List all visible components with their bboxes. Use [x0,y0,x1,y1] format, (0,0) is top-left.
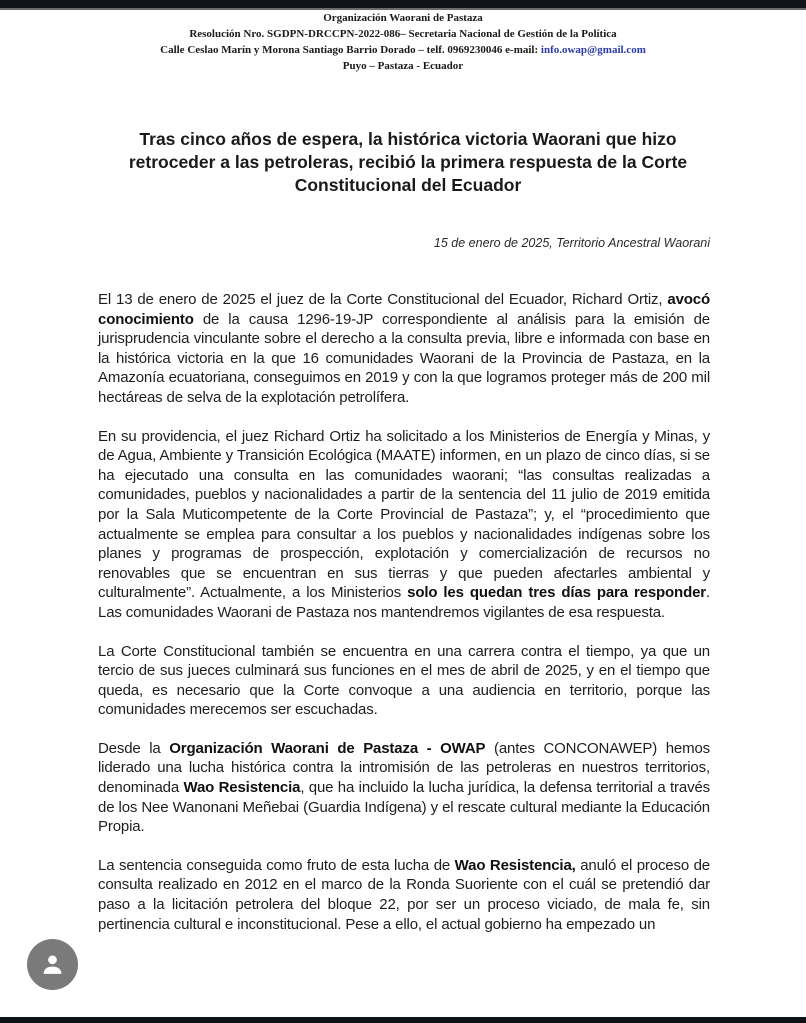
profile-avatar-button[interactable] [27,939,78,990]
paragraph-text: , que ha incluido la lucha jurídica, la defensa territorial a través de los Nee Wanonani Meñebai (Guardia Indígena) y el rescate cultural mediante la Educación Propia. [98,779,710,836]
letterhead-location: Puyo – Pastaza - Ecuador [342,60,464,72]
paragraph-text: (antes CONCONAWEP) hemos liderado una lucha histórica contra la intromisión de las petroleras en nuestros territorios, denominada [98,739,710,797]
top-status-bar [0,0,806,10]
paragraph [98,290,710,408]
bold-text: Wao Resistencia [183,779,301,797]
letterhead-organization: Organización Waorani de Pastaza [323,12,483,24]
paragraph-text: La sentencia conseguida como fruto de esta lucha de [98,856,455,874]
bold-text: solo les quedan tres días para responder [407,584,706,602]
paragraph-text: . Las comunidades Waorani de Pastaza nos mantendremos vigilantes de esa respuesta. [98,584,710,621]
document-body [98,290,710,953]
letterhead-email-link[interactable]: info.owap@gmail.com [540,44,646,56]
dateline: 15 de enero de 2025, Territorio Ancestral Waorani [433,236,710,250]
paragraph-text: El 13 de enero de 2025 el juez de la Corte Constitucional del Ecuador, Richard Ortiz, [98,291,668,308]
paragraph-text: de la causa 1296-19-JP correspondiente al análisis para la emisión de jurisprudencia vinculante sobre el derecho a la consulta previa, libre e informada con base en la histórica victoria en la que 16 comunidades Waorani de la Provincia de Pastaza, en la Amazonía ecuatoriana, conseguimos en 2019 y con la que logramos proteger más de 200 mil hectáreas de selva de la explotación petrolífera. [98,310,710,406]
letterhead-address-text: Calle Ceslao Marín y Morona Santiago Barrio Dorado – telf. 0969230046 e-mail: [160,44,541,56]
bottom-navigation-bar [0,1017,806,1023]
paragraph [98,427,710,623]
bold-text: Wao Resistencia, [454,856,576,874]
document-title: Tras cinco años de espera, la histórica victoria Waorani que hizo retroceder a las petroleras, recibió la primera respuesta de la Corte Constitucional del Ecuador [128,129,688,195]
paragraph-text: La Corte Constitucional también se encuentra en una carrera contra el tiempo, ya que un tercio de sus jueces culminará sus funciones en el mes de abril de 2025, y en el tiempo que queda, es necesario que la Corte convoque a una audiencia en territorio, porque las comunidades merecemos ser escuchadas. [98,642,710,719]
paragraph [98,856,710,934]
bold-text: avocó conocimiento [98,291,710,328]
bold-text: Organización Waorani de Pastaza - OWAP [169,739,486,757]
paragraph-text: anuló el proceso de consulta realizado en 2012 en el marco de la Ronda Suoriente con el cuál se pretendió dar paso a la licitación petrolera del bloque 22, por ser un proceso viciado, de mala fe, sin pertinencia cultural e inconstitucional. Pese a ello, el actual gobierno ha empezado un [98,856,710,933]
letterhead [0,10,806,74]
letterhead-resolution: Resolución Nro. SGDPN-DRCCPN-2022-086– Secretaria Nacional de Gestión de la Política [189,28,617,40]
paragraph [98,642,710,720]
person-icon [40,952,65,977]
letterhead-address [0,42,806,58]
paragraph [98,739,710,837]
paragraph-text: En su providencia, el juez Richard Ortiz ha solicitado a los Ministerios de Energía y Minas, y de Agua, Ambiente y Transición Ecológica (MAATE) informen, en un plazo de cinco días, si se ha ejecutado una consulta en las comunidades waorani; “las consultas realizadas a comunidades, pueblos y nacionalidades a partir de la sentencia del 11 julio de 2019 emitida por la Sala Muticompetente de la Corte Provincial de Pastaza”; y, el “procedimiento que actualmente se emplea para consultar a los pueblos y nacionalidades indígenas sobre los planes y programas de prospección, explotación y comercialización de recursos no renovables que se encuentran en sus tierras y que pueden afectarles ambiental y culturalmente”. Actualmente, a los Ministerios [98,427,710,602]
paragraph-text: Desde la [98,739,170,757]
